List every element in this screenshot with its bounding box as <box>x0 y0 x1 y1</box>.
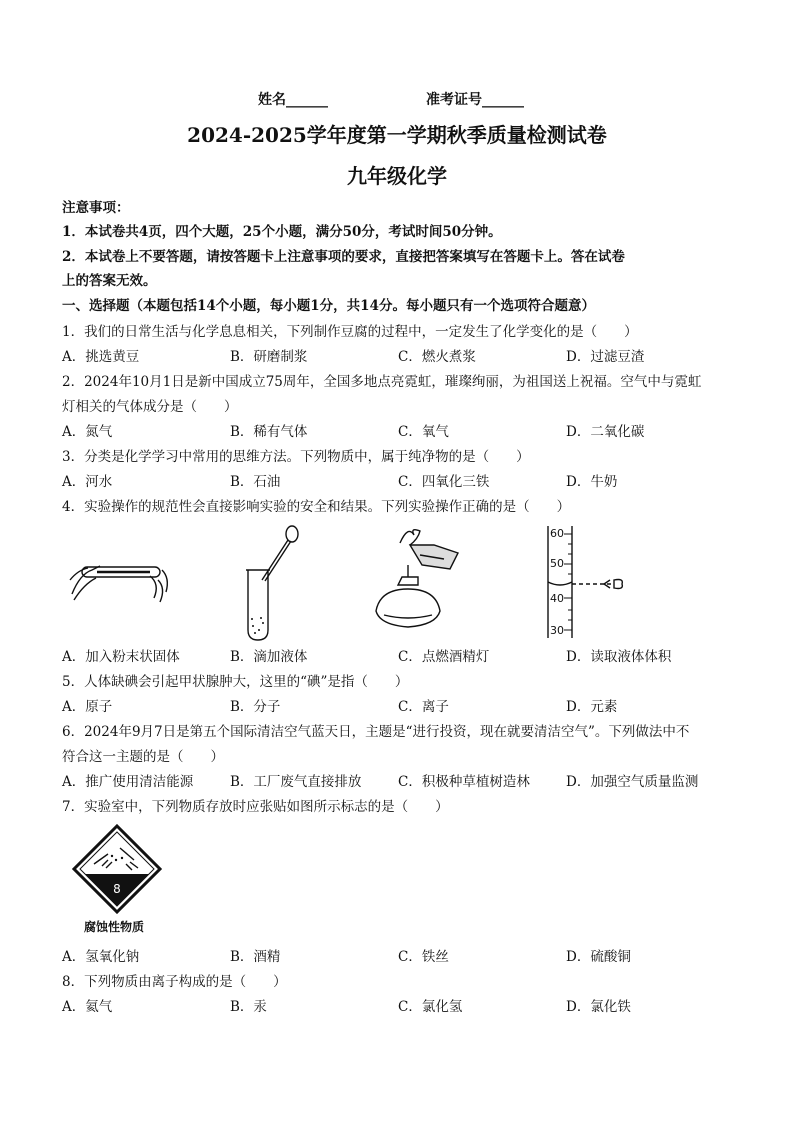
q4-option-d: D．读取液体体积 <box>566 649 672 665</box>
cylinder-tick-50: 50 <box>550 557 564 570</box>
cylinder-tick-60: 60 <box>550 527 564 540</box>
q3-option-a: A．河水 <box>62 474 113 490</box>
cylinder-tick-40: 40 <box>550 592 564 605</box>
q5-option-a: A．原子 <box>62 699 113 715</box>
q3-option-d: D．牛奶 <box>566 474 618 490</box>
hazard-class-number: 8 <box>113 882 121 896</box>
q6-option-c: C．积极种草植树造林 <box>398 774 530 790</box>
q6-option-a: A．推广使用清洁能源 <box>62 774 194 790</box>
question-4-stem: 4．实验操作的规范性会直接影响实验的安全和结果。下列实验操作正确的是（ ） <box>62 499 571 515</box>
graduated-cylinder-reading-illustration <box>536 522 636 642</box>
exam-title: 2024-2025学年度第一学期秋季质量检测试卷 <box>187 123 607 147</box>
q5-option-b: B．分子 <box>230 699 281 715</box>
question-2-stem-line2: 灯相关的气体成分是（ ） <box>62 399 238 415</box>
question-7-stem: 7．实验室中，下列物质存放时应张贴如图所示标志的是（ ） <box>62 799 449 815</box>
q1-option-c: C．燃火煮浆 <box>398 349 476 365</box>
q8-option-c: C．氯化氢 <box>398 999 463 1015</box>
q1-option-a: A．挑选黄豆 <box>62 349 140 365</box>
q2-option-a: A．氮气 <box>62 424 113 440</box>
question-6-stem-line2: 符合这一主题的是（ ） <box>62 749 224 765</box>
q4-option-c: C．点燃酒精灯 <box>398 649 490 665</box>
q4-option-b: B．滴加液体 <box>230 649 308 665</box>
cylinder-tick-30: 30 <box>550 624 564 637</box>
section1-heading: 一、选择题（本题包括14个小题，每小题1分，共14分。每小题只有一个选项符合题意） <box>62 298 595 314</box>
corrosive-hazard-sign <box>72 824 162 914</box>
notes-item-2-line1: 2．本试卷上不要答题，请按答题卡上注意事项的要求，直接把答案填写在答题卡上。答在试卷 <box>62 249 625 265</box>
q2-option-d: D．二氧化碳 <box>566 424 645 440</box>
q7-option-a: A．氢氧化钠 <box>62 949 140 965</box>
lighting-alcohol-lamp-illustration <box>370 525 470 635</box>
q2-option-b: B．稀有气体 <box>230 424 308 440</box>
name-field-label: 姓名______ <box>258 92 328 108</box>
q3-option-b: B．石油 <box>230 474 281 490</box>
q8-option-a: A．氦气 <box>62 999 113 1015</box>
q4-option-a: A．加入粉末状固体 <box>62 649 180 665</box>
question-6-stem-line1: 6．2024年9月7日是第五个国际清洁空气蓝天日，主题是“进行投资，现在就要清洁空气”。下列做法中不 <box>62 724 690 740</box>
q5-option-c: C．离子 <box>398 699 449 715</box>
q7-option-c: C．铁丝 <box>398 949 449 965</box>
q5-option-d: D．元素 <box>566 699 618 715</box>
exam-id-field-label: 准考证号______ <box>426 92 524 108</box>
exam-subtitle: 九年级化学 <box>347 164 447 188</box>
q7-option-b: B．酒精 <box>230 949 281 965</box>
question-2-stem-line1: 2．2024年10月1日是新中国成立75周年，全国多地点亮霓虹，璀璨绚丽，为祖国送上祝福。空气中与霓虹 <box>62 374 702 390</box>
q8-option-b: B．汞 <box>230 999 267 1015</box>
q1-option-b: B．研磨制浆 <box>230 349 308 365</box>
question-8-stem: 8．下列物质由离子构成的是（ ） <box>62 974 287 990</box>
corrosive-sign-caption: 腐蚀性物质 <box>84 920 145 934</box>
question-5-stem: 5．人体缺碘会引起甲状腺肿大，这里的“碘”是指（ ） <box>62 674 409 690</box>
powder-addition-illustration <box>62 522 172 642</box>
q1-option-d: D．过滤豆渣 <box>566 349 645 365</box>
q3-option-c: C．四氧化三铁 <box>398 474 490 490</box>
question-3-stem: 3．分类是化学学习中常用的思维方法。下列物质中，属于纯净物的是（ ） <box>62 449 530 465</box>
q6-option-d: D．加强空气质量监测 <box>566 774 699 790</box>
q6-option-b: B．工厂废气直接排放 <box>230 774 362 790</box>
question-1-stem: 1．我们的日常生活与化学息息相关，下列制作豆腐的过程中，一定发生了化学变化的是（ ） <box>62 324 638 340</box>
q8-option-d: D．氯化铁 <box>566 999 631 1015</box>
notes-heading: 注意事项： <box>62 200 130 216</box>
dropping-liquid-illustration <box>236 522 306 642</box>
q2-option-c: C．氧气 <box>398 424 449 440</box>
notes-item-2-line2: 上的答案无效。 <box>62 273 157 289</box>
q7-option-d: D．硫酸铜 <box>566 949 631 965</box>
notes-item-1: 1．本试卷共4页，四个大题，25个小题，满分50分，考试时间50分钟。 <box>62 224 502 240</box>
